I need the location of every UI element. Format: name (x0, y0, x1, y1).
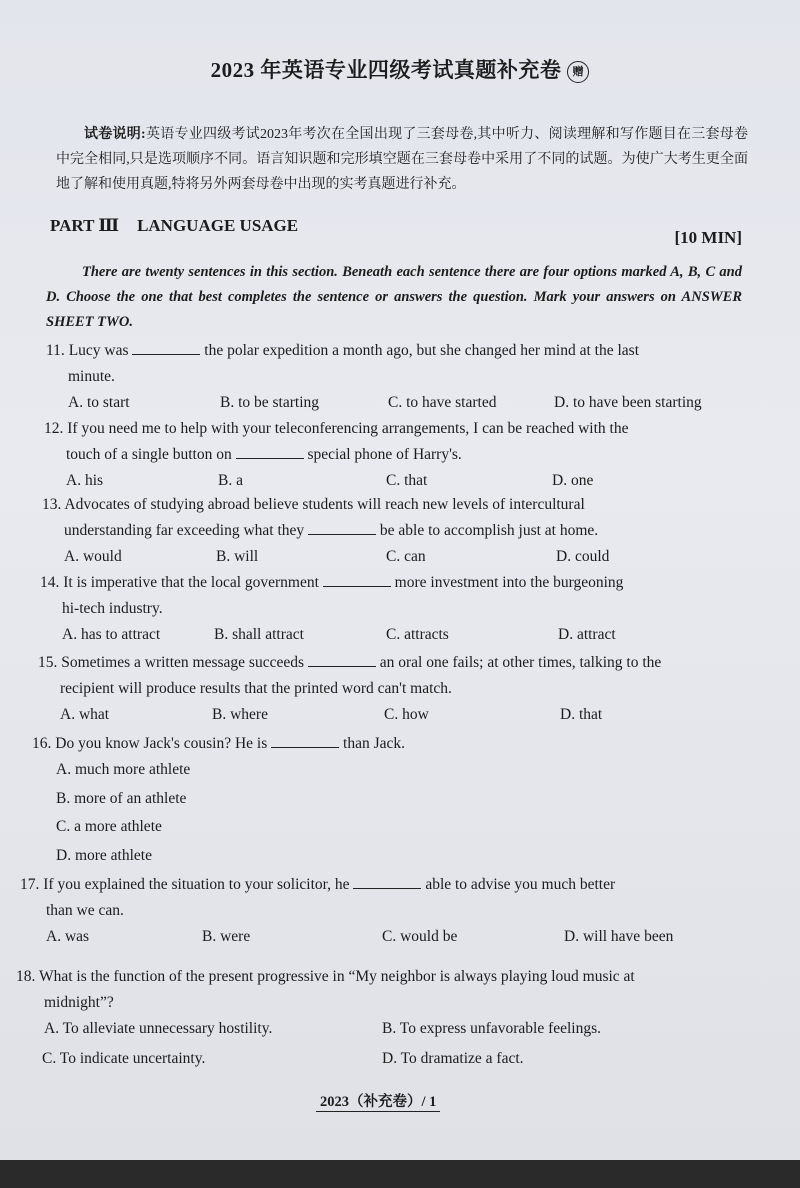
question-number: 17. (20, 876, 40, 893)
option-list (32, 757, 752, 871)
option-row (44, 468, 748, 494)
question-number: 13. (42, 496, 62, 513)
stem-text: able to advise you much better (425, 876, 616, 893)
option-d[interactable]: D. attract (558, 626, 616, 643)
stem-text: recipient will produce results that the printed word can't match. (60, 680, 452, 697)
part-heading (50, 216, 316, 236)
answer-blank (323, 572, 391, 587)
exam-notice (56, 122, 748, 197)
option-b[interactable]: B. to be starting (220, 394, 320, 411)
stem-continuation (44, 442, 748, 468)
stem-text: the polar expedition a month ago, but she changed her mind at the last (204, 342, 640, 359)
question-number: 15. (38, 654, 58, 671)
question-12 (44, 416, 748, 494)
background-surface (0, 1160, 800, 1188)
answer-blank (236, 444, 304, 459)
question-16 (32, 731, 752, 871)
page-footer: 2023（补充卷）/ 1 (316, 1090, 440, 1112)
option-c[interactable]: C. can (386, 548, 426, 565)
stem-text: an oral one fails; at other times, talking to the (379, 654, 662, 671)
option-c[interactable]: C. that (386, 472, 428, 489)
option-c[interactable]: C. would be (382, 928, 458, 945)
question-stem (38, 650, 752, 702)
question-13 (42, 492, 748, 570)
option-row (46, 390, 748, 416)
notice-label: 试卷说明: (84, 127, 146, 142)
stem-text: Sometimes a written message succeeds (61, 654, 305, 671)
question-number: 11. (46, 342, 65, 359)
stem-text: special phone of Harry's. (307, 446, 462, 463)
title-text: 2023 年英语专业四级考试真题补充卷 (210, 58, 562, 82)
stem-text: midnight”? (44, 994, 114, 1011)
question-stem (16, 964, 776, 1016)
option-b[interactable]: B. more of an athlete (56, 789, 187, 807)
option-d[interactable]: D. could (556, 548, 610, 565)
option-b[interactable]: B. To express unfavorable feelings. (382, 1020, 602, 1037)
option-row (16, 1046, 776, 1072)
option-c[interactable]: C. attracts (386, 626, 449, 643)
option-b[interactable]: B. a (218, 472, 243, 489)
option-a[interactable]: A. would (64, 548, 122, 565)
stem-text: be able to accomplish just at home. (379, 522, 599, 539)
question-number: 18. (16, 968, 36, 985)
option-d[interactable]: D. that (560, 706, 603, 723)
answer-blank (308, 520, 376, 535)
option-a[interactable]: A. to start (68, 394, 130, 411)
option-c[interactable]: C. how (384, 706, 429, 723)
question-15 (38, 650, 752, 728)
option-c[interactable]: C. a more athlete (56, 818, 162, 835)
stem-text: Do you know Jack's cousin? He is (55, 735, 268, 752)
section-instructions: There are twenty sentences in this section. Beneath each sentence there are four options marked A, B, C and D. Choose the one that best completes the sentence or answers the question. Mark your answers on ANSWER SHEET TWO. (46, 264, 742, 330)
answer-blank (132, 340, 200, 355)
stem-text: minute. (68, 368, 115, 385)
answer-blank (308, 652, 376, 667)
stem-text: hi-tech industry. (62, 600, 163, 617)
question-number: 12. (44, 420, 64, 437)
option-d[interactable]: D. more athlete (56, 846, 152, 864)
question-stem (46, 338, 748, 390)
stem-text: than Jack. (343, 735, 405, 752)
part-number: PART Ⅲ (50, 216, 120, 235)
stem-text: It is imperative that the local government (63, 574, 319, 591)
option-b[interactable]: B. where (212, 706, 268, 723)
stem-text: If you explained the situation to your solicitor, he (43, 876, 350, 893)
stem-text: What is the function of the present progressive in “My neighbor is always playing loud music at (38, 968, 635, 985)
question-14 (40, 570, 750, 648)
question-stem (44, 416, 748, 468)
answer-blank (353, 874, 421, 889)
option-b[interactable]: B. were (202, 928, 251, 945)
notice-text: 英语专业四级考试2023年考次在全国出现了三套母卷,其中听力、阅读理解和写作题目在三套母卷中完全相同,只是选项顺序不同。语言知识题和完形填空题在三套母卷中采用了不同的试题。为使广大考生更全面地了解和使用真题,特将另外两套母卷中出现的实考真题进行补充。 (56, 127, 749, 192)
stem-text: If you need me to help with your teleconferencing arrangements, I can be reached with the (67, 420, 629, 437)
question-stem (32, 731, 752, 757)
option-a[interactable]: A. was (46, 928, 90, 945)
part-time: [10 MIN] (674, 228, 742, 247)
gift-badge: 赠 (567, 61, 589, 83)
option-row (38, 702, 752, 728)
option-b[interactable]: B. will (216, 548, 259, 565)
option-a[interactable]: A. his (66, 472, 104, 489)
option-row (20, 924, 770, 950)
stem-continuation (42, 518, 748, 544)
answer-blank (271, 733, 339, 748)
option-b[interactable]: B. shall attract (214, 626, 304, 643)
option-row (40, 622, 750, 648)
option-row (42, 544, 748, 570)
option-a[interactable]: A. what (60, 706, 110, 723)
question-17 (20, 872, 770, 950)
question-11 (46, 338, 748, 416)
option-d[interactable]: D. will have been (564, 928, 674, 945)
option-d[interactable]: D. one (552, 472, 594, 489)
option-a[interactable]: A. To alleviate unnecessary hostility. (44, 1020, 273, 1037)
option-d[interactable]: D. To dramatize a fact. (382, 1050, 524, 1067)
stem-text: than we can. (46, 902, 124, 919)
stem-text: Advocates of studying abroad believe students will reach new levels of intercultural (64, 496, 585, 513)
question-number: 16. (32, 735, 52, 752)
question-stem (42, 492, 748, 544)
part-name: LANGUAGE USAGE (137, 216, 299, 235)
question-18 (16, 964, 776, 1072)
question-number: 14. (40, 574, 60, 591)
stem-text: Lucy was (68, 342, 129, 359)
option-a[interactable]: A. much more athlete (56, 761, 191, 778)
option-d[interactable]: D. to have been starting (554, 394, 702, 411)
option-c[interactable]: C. To indicate uncertainty. (42, 1050, 206, 1067)
option-c[interactable]: C. to have started (388, 394, 497, 411)
stem-text: more investment into the burgeoning (394, 574, 624, 591)
option-a[interactable]: A. has to attract (62, 626, 161, 643)
page-title (0, 54, 800, 84)
option-row (16, 1016, 776, 1046)
stem-text: touch of a single button on (66, 446, 232, 463)
question-stem (20, 872, 770, 924)
question-stem (40, 570, 750, 622)
stem-text: understanding far exceeding what they (64, 522, 305, 539)
